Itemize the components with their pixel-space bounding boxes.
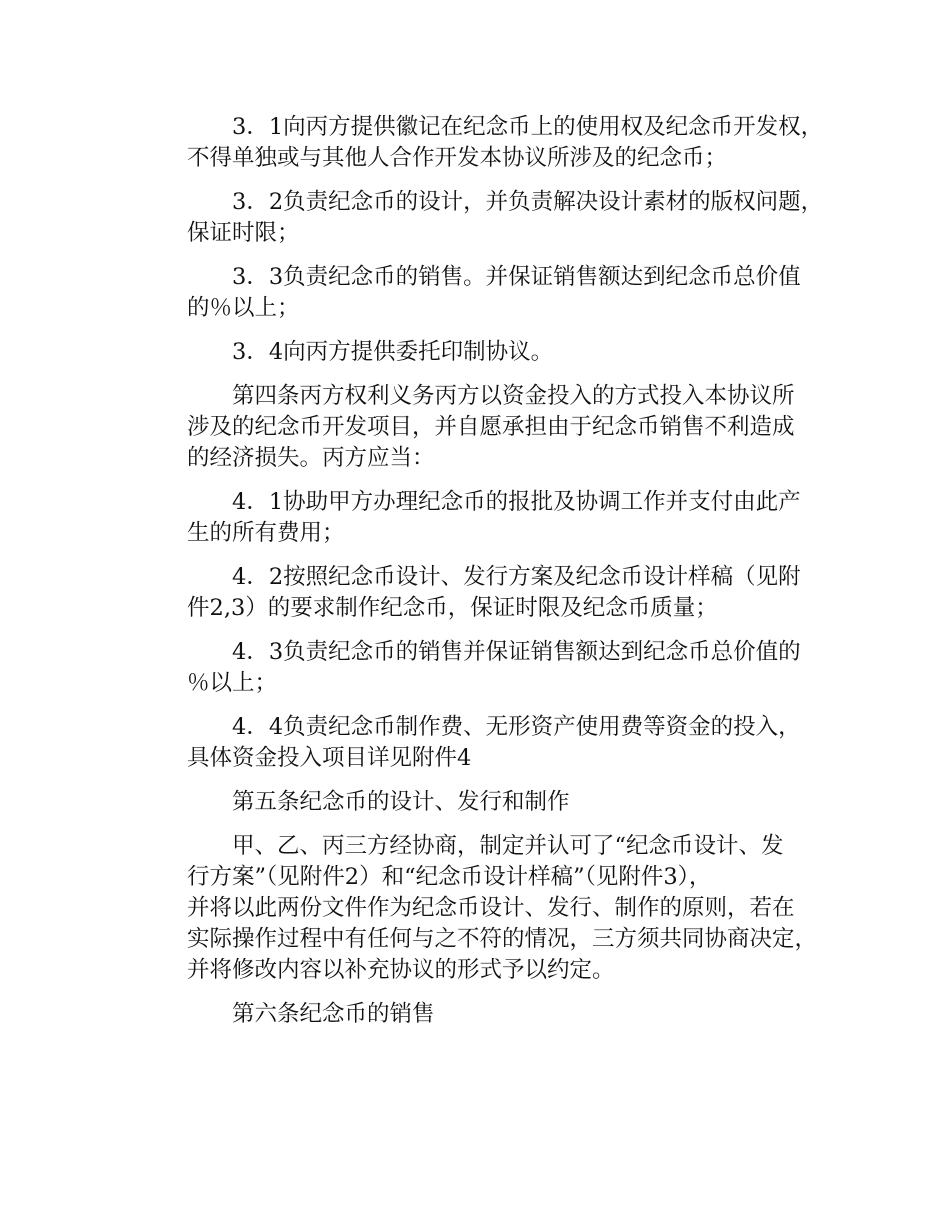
text-line: 具体资金投入项目详见附件4 [187,745,472,771]
document-page [142,112,832,1043]
text-line: 不得单独或与其他人合作开发本协议所涉及的纪念币； [187,145,728,171]
text-line: 4．4负责纪念币制作费、无形资产使用费等资金的投入， [232,714,801,740]
text-line: 第四条丙方权利义务丙方以资金投入的方式投入本协议所 [232,383,795,409]
text-line: 的经济损失。丙方应当： [187,445,435,471]
text-line: 第六条纪念币的销售 [232,1001,435,1027]
heading-article-5 [142,787,832,818]
text-line: 行方案”（见附件2）和“纪念币设计样稿”（见附件3）， [187,864,712,890]
paragraph-4-2 [142,562,832,624]
text-line: 3．4向丙方提供委托印制协议。 [232,339,554,365]
text-line: ％以上； [187,670,278,696]
text-line: 涉及的纪念币开发项目，并自愿承担由于纪念币销售不利造成 [187,414,795,440]
paragraph-3-3 [142,262,832,324]
text-line: 第五条纪念币的设计、发行和制作 [232,789,570,815]
paragraph-4-1 [142,487,832,549]
paragraph-article-5-body [142,831,832,986]
text-line: 并将修改内容以补充协议的形式予以约定。 [187,957,615,983]
text-line: 生的所有费用； [187,520,345,546]
text-line: 3．3负责纪念币的销售。并保证销售额达到纪念币总价值 [232,264,801,290]
text-line: 实际操作过程中有任何与之不符的情况，三方须共同协商决定， [187,926,818,952]
paragraph-4-4 [142,712,832,774]
paragraph-article-4 [142,381,832,474]
paragraph-3-4 [142,337,832,368]
text-line: 4．1协助甲方办理纪念币的报批及协调工作并支付由此产 [232,489,801,515]
text-line: 保证时限； [187,220,300,246]
text-line: 3．1向丙方提供徽记在纪念币上的使用权及纪念币开发权， [232,114,824,140]
text-line: 3．2负责纪念币的设计，并负责解决设计素材的版权问题， [232,189,824,215]
text-line: 的％以上； [187,295,300,321]
text-line: 4．2按照纪念币设计、发行方案及纪念币设计样稿（见附 [232,564,801,590]
text-line: 甲、乙、丙三方经协商，制定并认可了“纪念币设计、发 [232,833,784,859]
paragraph-3-1 [142,112,832,174]
text-line: 4．3负责纪念币的销售并保证销售额达到纪念币总价值的 [232,639,801,665]
paragraph-3-2 [142,187,832,249]
text-line: 件2,3）的要求制作纪念币，保证时限及纪念币质量； [187,595,718,621]
paragraph-4-3 [142,637,832,699]
text-line: 并将以此两份文件作为纪念币设计、发行、制作的原则，若在 [187,895,795,921]
heading-article-6 [142,999,832,1030]
